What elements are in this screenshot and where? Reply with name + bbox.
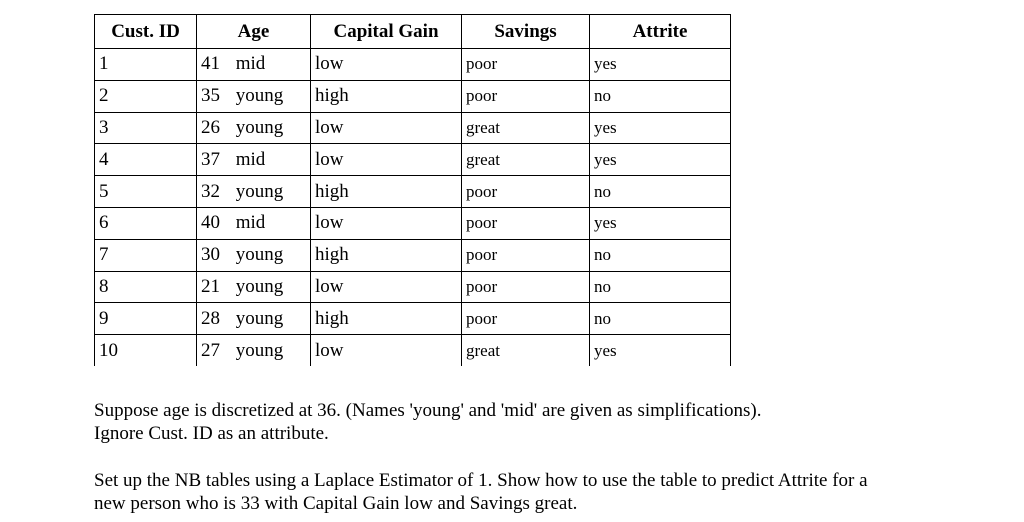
cell-capital-gain: low [311,144,462,176]
table-row [95,271,731,303]
cell-savings: poor [462,176,590,208]
cell-attrite: yes [590,207,731,239]
age-value: 28 [201,307,220,329]
cell-capital-gain: high [311,176,462,208]
age-value: 40 [201,212,220,234]
age-category: mid [235,148,266,170]
table-header-row [95,15,731,49]
age-category: young [235,307,284,329]
instruction-paragraph-1 [94,399,761,445]
cell-age [197,49,311,81]
instruction-line-1: Suppose age is discretized at 36. (Names 'young' and 'mid' are given as simplifications). [94,400,762,421]
header-attrite: Attrite [590,15,731,49]
cell-savings: poor [462,49,590,81]
cell-capital-gain: high [311,80,462,112]
table-row [95,335,731,367]
cell-capital-gain: low [311,112,462,144]
cell-age [197,176,311,208]
cell-age [197,303,311,335]
cell-savings: poor [462,80,590,112]
age-value: 21 [201,275,220,297]
cell-age [197,207,311,239]
cell-age [197,112,311,144]
age-category: young [235,116,284,138]
customer-table [94,14,731,366]
cell-cust-id: 10 [95,335,197,367]
table-row [95,176,731,208]
cell-attrite: no [590,271,731,303]
cell-attrite: yes [590,335,731,367]
age-value: 35 [201,85,220,107]
age-value: 41 [201,53,220,75]
table-body [95,49,731,367]
table-row [95,207,731,239]
header-capital-gain: Capital Gain [311,15,462,49]
cell-attrite: no [590,239,731,271]
age-value: 26 [201,116,220,138]
instruction-paragraph-2 [94,469,868,515]
age-category: young [235,244,284,266]
cell-cust-id: 5 [95,176,197,208]
age-category: young [235,85,284,107]
age-category: mid [235,53,266,75]
cell-age [197,335,311,367]
table-row [95,112,731,144]
age-category: mid [235,212,266,234]
cell-capital-gain: low [311,49,462,81]
instruction-line-3: Set up the NB tables using a Laplace Estimator of 1. Show how to use the table to predict Attrite for a [94,470,868,491]
cell-savings: poor [462,303,590,335]
table-row [95,239,731,271]
table-row [95,80,731,112]
age-value: 32 [201,180,220,202]
cell-savings: poor [462,239,590,271]
cell-age [197,271,311,303]
cell-cust-id: 1 [95,49,197,81]
cell-cust-id: 6 [95,207,197,239]
cell-attrite: no [590,176,731,208]
cell-savings: great [462,112,590,144]
header-cust-id: Cust. ID [95,15,197,49]
table-row [95,144,731,176]
cell-capital-gain: low [311,207,462,239]
instruction-line-2: Ignore Cust. ID as an attribute. [94,423,329,444]
cell-attrite: no [590,80,731,112]
cell-capital-gain: low [311,271,462,303]
cell-savings: great [462,144,590,176]
age-category: young [235,180,284,202]
cell-attrite: yes [590,144,731,176]
cell-capital-gain: high [311,303,462,335]
age-category: young [235,339,284,361]
cell-cust-id: 9 [95,303,197,335]
header-savings: Savings [462,15,590,49]
age-value: 37 [201,148,220,170]
cell-age [197,80,311,112]
table-row [95,303,731,335]
cell-cust-id: 3 [95,112,197,144]
cell-cust-id: 8 [95,271,197,303]
cell-cust-id: 4 [95,144,197,176]
cell-age [197,144,311,176]
cell-cust-id: 2 [95,80,197,112]
cell-savings: great [462,335,590,367]
cell-attrite: no [590,303,731,335]
cell-attrite: yes [590,49,731,81]
cell-cust-id: 7 [95,239,197,271]
cell-age [197,239,311,271]
cell-attrite: yes [590,112,731,144]
age-category: young [235,275,284,297]
age-value: 27 [201,339,220,361]
header-age: Age [197,15,311,49]
instruction-line-4: new person who is 33 with Capital Gain low and Savings great. [94,493,578,514]
cell-savings: poor [462,207,590,239]
cell-capital-gain: low [311,335,462,367]
cell-capital-gain: high [311,239,462,271]
table-row [95,49,731,81]
cell-savings: poor [462,271,590,303]
age-value: 30 [201,244,220,266]
